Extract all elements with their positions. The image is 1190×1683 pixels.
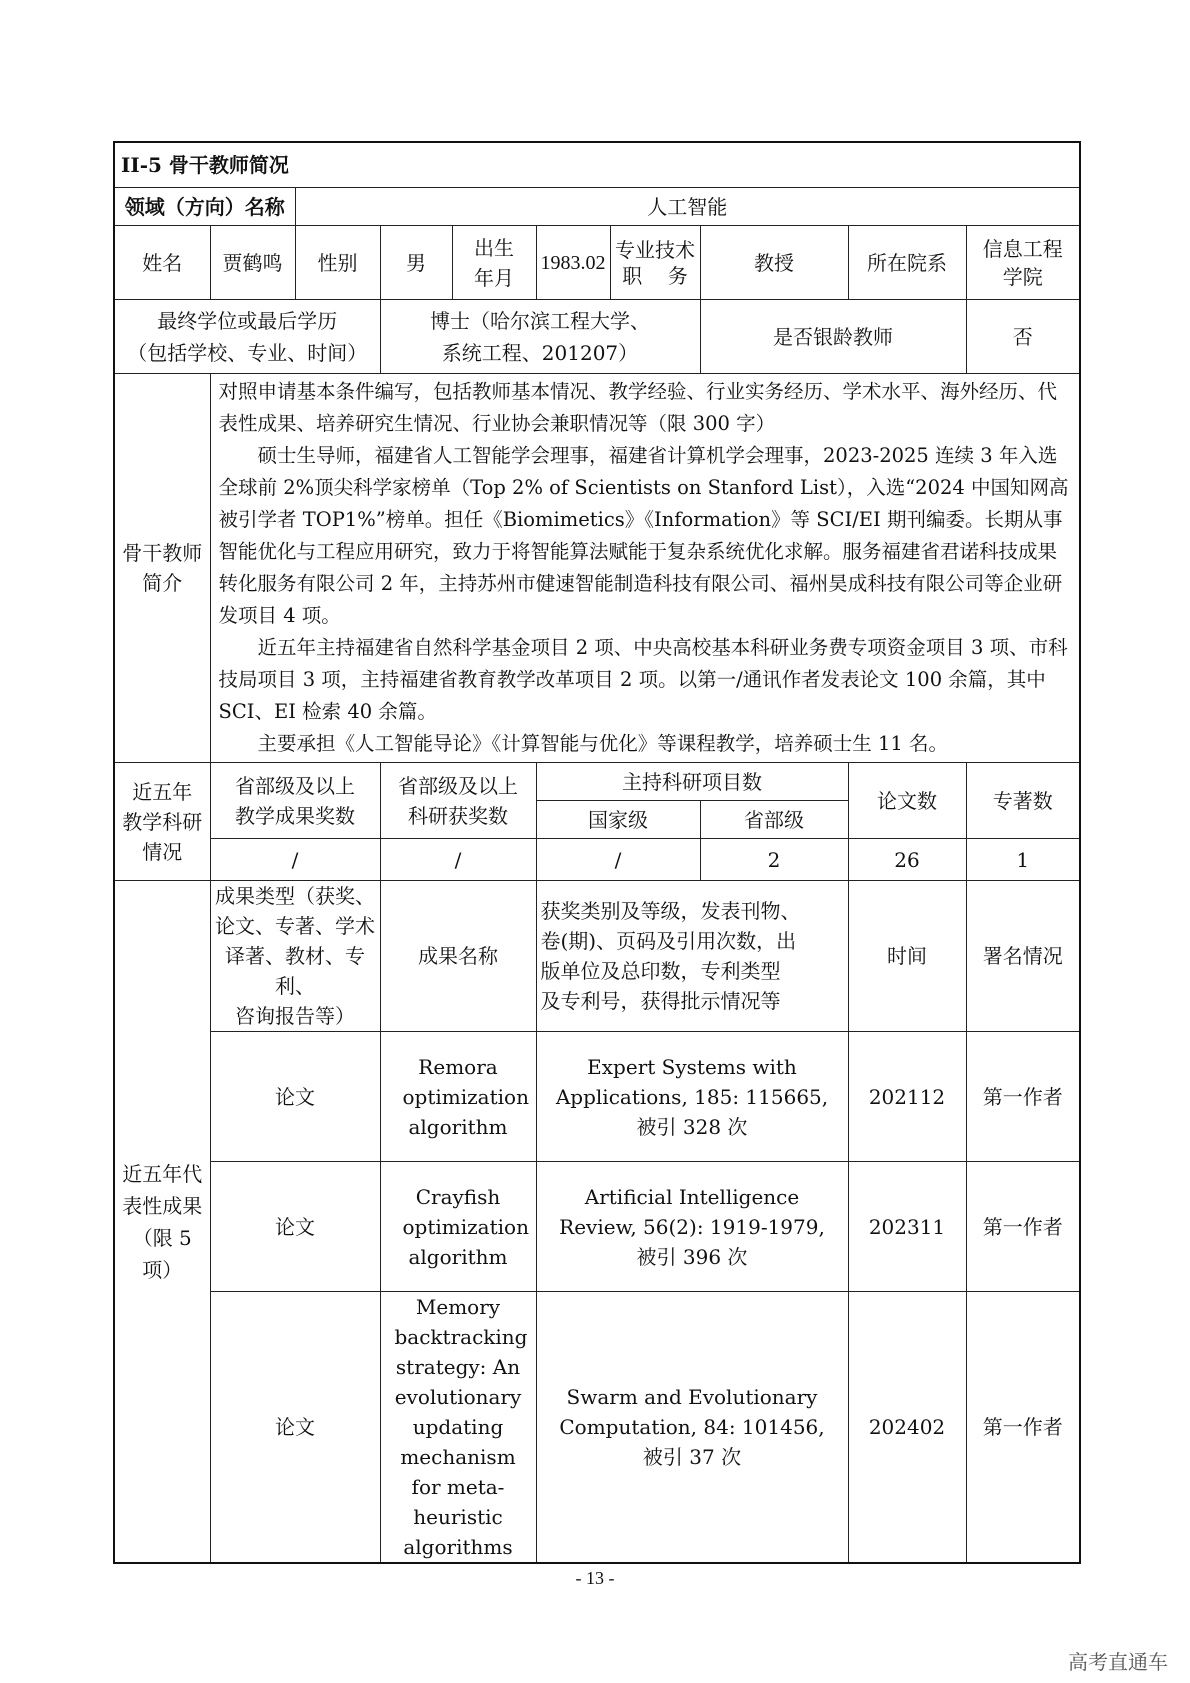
gender-value: 男 <box>380 226 452 300</box>
achievement-sign: 第一作者 <box>966 1032 1080 1162</box>
intro-paragraph-3: 主要承担《人工智能导论》《计算智能与优化》等课程教学，培养硕士生 11 名。 <box>257 732 948 755</box>
field-label: 领域（方向）名称 <box>114 188 295 226</box>
teaching-award-header: 省部级及以上 教学成果奖数 <box>210 763 380 839</box>
achievement-row <box>114 1032 1080 1162</box>
achievement-row <box>114 1162 1080 1292</box>
achievement-name: Memory backtracking strategy: An evolutionary updating mechanism for meta-heuristic algorithms <box>380 1292 536 1564</box>
achievement-time: 202311 <box>848 1162 966 1292</box>
birth-value: 1983.02 <box>536 226 610 300</box>
intro-text <box>210 374 1080 763</box>
achievement-detail: Expert Systems with Applications, 185: 115665, 被引 328 次 <box>536 1032 848 1162</box>
achievement-type: 论文 <box>210 1162 380 1292</box>
intro-paragraph-1: 硕士生导师，福建省人工智能学会理事，福建省计算机学会理事，2023-2025 连续 3 年入选全球前 2%顶尖科学家榜单（Top 2% of Scientists on Stanford List），入选“2024 中国知网高被引学者 TOP1%”榜单。担任《Biomimetics》《Information》等 SCI/EI 期刊编委。长期从事智能优化与工程应用研究，致力于将智能算法赋能于复杂系统优化求解。服务福建省君诺科技成果转化服务有限公司 2 年，主持苏州市健速智能制造科技有限公司、福州昊成科技有限公司等企业研发项目 4 项。 <box>218 444 1069 627</box>
achievement-sign-header: 署名情况 <box>966 881 1080 1032</box>
watermark: 高考直通车 <box>1068 1650 1168 1674</box>
papers-value: 26 <box>848 839 966 881</box>
achievement-type: 论文 <box>210 1292 380 1564</box>
intro-paragraph-2: 近五年主持福建省自然科学基金项目 2 项、中央高校基本科研业务费专项资金项目 3 项、市科技局项目 3 项，主持福建省教育教学改革项目 2 项。以第一/通讯作者发表论文 100 余篇，其中 SCI、EI 检索 40 余篇。 <box>218 636 1068 723</box>
achievement-time: 202402 <box>848 1292 966 1564</box>
achievement-detail: Swarm and Evolutionary Computation, 84: 101456, 被引 37 次 <box>536 1292 848 1564</box>
page-number: - 13 - <box>575 1568 615 1588</box>
intro-label: 骨干教师 简介 <box>114 374 210 763</box>
achievement-sign: 第一作者 <box>966 1162 1080 1292</box>
name-value: 贾鹤鸣 <box>210 226 295 300</box>
national-header: 国家级 <box>536 801 700 839</box>
title-label: 专业技术 职 务 <box>610 226 700 300</box>
teacher-profile-table <box>113 141 1081 1564</box>
silver-teacher-label: 是否银龄教师 <box>700 300 966 374</box>
achievement-name: Crayfish optimization algorithm <box>380 1162 536 1292</box>
achievement-name: Remora optimization algorithm <box>380 1032 536 1162</box>
section-title: II-5 骨干教师简况 <box>114 142 1080 188</box>
intro-instruction: 对照申请基本条件编写，包括教师基本情况、教学经验、行业实务经历、学术水平、海外经历、代表性成果、培养研究生情况、行业协会兼职情况等（限 300 字） <box>218 380 1058 435</box>
gender-label: 性别 <box>295 226 380 300</box>
achievement-detail-header: 获奖类别及等级，发表刊物、 卷(期)、页码及引用次数，出 版单位及总印数，专利类型 及专利号，获得批示情况等 <box>536 881 848 1032</box>
dept-label: 所在院系 <box>848 226 966 300</box>
achievement-detail: Artificial Intelligence Review, 56(2): 1919-1979, 被引 396 次 <box>536 1162 848 1292</box>
field-value: 人工智能 <box>295 188 1080 226</box>
silver-teacher-value: 否 <box>966 300 1080 374</box>
research-award-value: / <box>380 839 536 881</box>
birth-label: 出生 年月 <box>452 226 536 300</box>
name-label: 姓名 <box>114 226 210 300</box>
research-award-header: 省部级及以上 科研获奖数 <box>380 763 536 839</box>
achievement-type-header: 成果类型（获奖、 论文、专著、学术 译著、教材、专利、 咨询报告等） <box>210 881 380 1032</box>
achievement-type: 论文 <box>210 1032 380 1162</box>
provincial-header: 省部级 <box>700 801 848 839</box>
papers-header: 论文数 <box>848 763 966 839</box>
books-header: 专著数 <box>966 763 1080 839</box>
achievement-time: 202112 <box>848 1032 966 1162</box>
achievement-sign: 第一作者 <box>966 1292 1080 1564</box>
dept-value: 信息工程 学院 <box>966 226 1080 300</box>
projects-header: 主持科研项目数 <box>536 763 848 801</box>
achievement-time-header: 时间 <box>848 881 966 1032</box>
achievement-row <box>114 1292 1080 1564</box>
teaching-award-value: / <box>210 839 380 881</box>
achievement-name-header: 成果名称 <box>380 881 536 1032</box>
provincial-value: 2 <box>700 839 848 881</box>
stats-label: 近五年 教学科研 情况 <box>114 763 210 881</box>
title-value: 教授 <box>700 226 848 300</box>
national-value: / <box>536 839 700 881</box>
degree-label: 最终学位或最后学历 （包括学校、专业、时间） <box>114 300 380 374</box>
books-value: 1 <box>966 839 1080 881</box>
achievements-label: 近五年代 表性成果 （限 5 项） <box>114 881 210 1564</box>
degree-value: 博士（哈尔滨工程大学、 系统工程、201207） <box>380 300 700 374</box>
